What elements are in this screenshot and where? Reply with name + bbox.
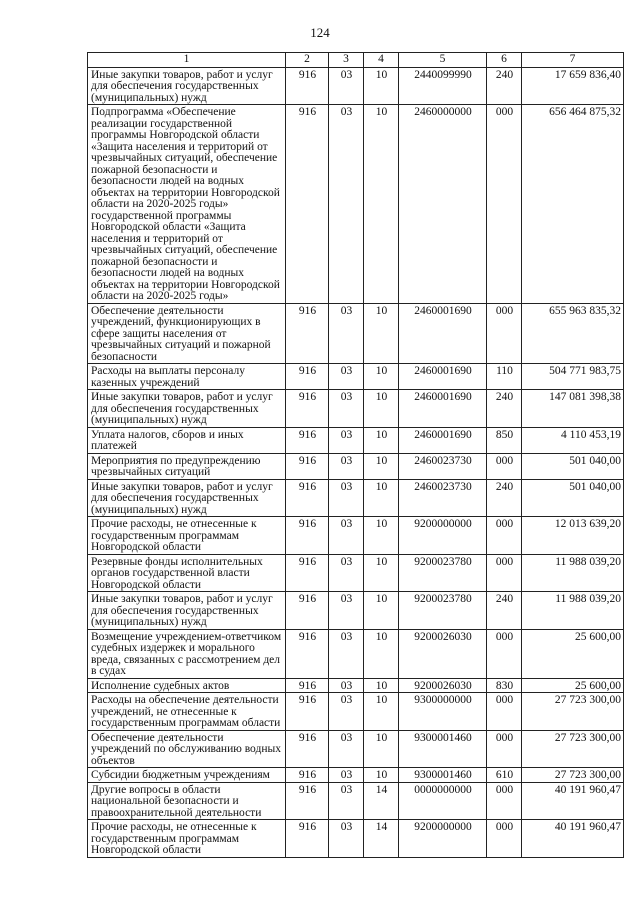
column-header-6: 6 <box>487 53 522 68</box>
section-code-cell: 03 <box>329 517 364 555</box>
expense-type-cell: 000 <box>487 730 522 768</box>
target-article-cell: 9200026030 <box>399 629 487 678</box>
target-article-cell: 2440099990 <box>399 67 487 105</box>
row-name-cell: Уплата налогов, сборов и иных платежей <box>88 427 286 453</box>
column-header-1: 1 <box>88 53 286 68</box>
amount-cell: 655 963 835,32 <box>522 303 624 364</box>
subsection-code-cell: 10 <box>364 678 399 693</box>
expense-type-cell: 240 <box>487 479 522 517</box>
target-article-cell: 2460001690 <box>399 364 487 390</box>
expense-type-cell: 240 <box>487 592 522 630</box>
table-row <box>88 453 624 479</box>
target-article-cell: 2460001690 <box>399 390 487 428</box>
subsection-code-cell: 10 <box>364 479 399 517</box>
row-name-cell: Иные закупки товаров, работ и услуг для обеспечения государственных (муниципальных) нужд <box>88 67 286 105</box>
section-code-cell: 03 <box>329 730 364 768</box>
section-code-cell: 03 <box>329 479 364 517</box>
target-article-cell: 2460023730 <box>399 453 487 479</box>
section-code-cell: 03 <box>329 629 364 678</box>
expense-type-cell: 000 <box>487 693 522 731</box>
column-header-7: 7 <box>522 53 624 68</box>
row-name-cell: Резервные фонды исполнительных органов государственной власти Новгородской области <box>88 554 286 592</box>
expense-type-cell: 240 <box>487 390 522 428</box>
expense-type-cell: 000 <box>487 554 522 592</box>
ministry-code-cell: 916 <box>286 678 329 693</box>
section-code-cell: 03 <box>329 427 364 453</box>
row-name-cell: Другие вопросы в области национальной безопасности и правоохранительной деятельности <box>88 782 286 820</box>
amount-cell: 504 771 983,75 <box>522 364 624 390</box>
ministry-code-cell: 916 <box>286 768 329 783</box>
amount-cell: 11 988 039,20 <box>522 592 624 630</box>
subsection-code-cell: 10 <box>364 427 399 453</box>
subsection-code-cell: 10 <box>364 554 399 592</box>
ministry-code-cell: 916 <box>286 427 329 453</box>
target-article-cell: 9300001460 <box>399 730 487 768</box>
ministry-code-cell: 916 <box>286 453 329 479</box>
subsection-code-cell: 10 <box>364 364 399 390</box>
subsection-code-cell: 10 <box>364 105 399 304</box>
expense-type-cell: 000 <box>487 820 522 858</box>
subsection-code-cell: 10 <box>364 768 399 783</box>
section-code-cell: 03 <box>329 303 364 364</box>
target-article-cell: 9300000000 <box>399 693 487 731</box>
budget-table <box>87 52 624 858</box>
section-code-cell: 03 <box>329 768 364 783</box>
column-header-2: 2 <box>286 53 329 68</box>
ministry-code-cell: 916 <box>286 303 329 364</box>
subsection-code-cell: 10 <box>364 453 399 479</box>
row-name-cell: Обеспечение деятельности учреждений, функционирующих в сфере защиты населения от чрезвычайных ситуаций и пожарной безопасности <box>88 303 286 364</box>
table-row <box>88 479 624 517</box>
expense-type-cell: 000 <box>487 105 522 304</box>
section-code-cell: 03 <box>329 105 364 304</box>
table-header-row <box>88 53 624 68</box>
subsection-code-cell: 10 <box>364 693 399 731</box>
amount-cell: 11 988 039,20 <box>522 554 624 592</box>
row-name-cell: Иные закупки товаров, работ и услуг для обеспечения государственных (муниципальных) нужд <box>88 390 286 428</box>
amount-cell: 27 723 300,00 <box>522 693 624 731</box>
section-code-cell: 03 <box>329 554 364 592</box>
ministry-code-cell: 916 <box>286 629 329 678</box>
target-article-cell: 9200026030 <box>399 678 487 693</box>
ministry-code-cell: 916 <box>286 592 329 630</box>
table-row <box>88 768 624 783</box>
expense-type-cell: 000 <box>487 303 522 364</box>
section-code-cell: 03 <box>329 364 364 390</box>
table-row <box>88 390 624 428</box>
ministry-code-cell: 916 <box>286 730 329 768</box>
subsection-code-cell: 10 <box>364 390 399 428</box>
subsection-code-cell: 10 <box>364 67 399 105</box>
amount-cell: 12 013 639,20 <box>522 517 624 555</box>
amount-cell: 40 191 960,47 <box>522 820 624 858</box>
row-name-cell: Расходы на обеспечение деятельности учреждений, не отнесенные к государственным программам области <box>88 693 286 731</box>
row-name-cell: Мероприятия по предупреждению чрезвычайных ситуаций <box>88 453 286 479</box>
table-row <box>88 554 624 592</box>
subsection-code-cell: 10 <box>364 592 399 630</box>
ministry-code-cell: 916 <box>286 67 329 105</box>
ministry-code-cell: 916 <box>286 782 329 820</box>
amount-cell: 40 191 960,47 <box>522 782 624 820</box>
row-name-cell: Прочие расходы, не отнесенные к государственным программам Новгородской области <box>88 820 286 858</box>
ministry-code-cell: 916 <box>286 693 329 731</box>
page-number: 124 <box>310 25 330 40</box>
subsection-code-cell: 14 <box>364 820 399 858</box>
target-article-cell: 2460000000 <box>399 105 487 304</box>
amount-cell: 656 464 875,32 <box>522 105 624 304</box>
row-name-cell: Прочие расходы, не отнесенные к государственным программам Новгородской области <box>88 517 286 555</box>
subsection-code-cell: 10 <box>364 517 399 555</box>
target-article-cell: 9200000000 <box>399 517 487 555</box>
subsection-code-cell: 10 <box>364 730 399 768</box>
subsection-code-cell: 10 <box>364 303 399 364</box>
column-header-5: 5 <box>399 53 487 68</box>
expense-type-cell: 000 <box>487 517 522 555</box>
expense-type-cell: 000 <box>487 629 522 678</box>
target-article-cell: 2460023730 <box>399 479 487 517</box>
section-code-cell: 03 <box>329 592 364 630</box>
amount-cell: 4 110 453,19 <box>522 427 624 453</box>
table-row <box>88 364 624 390</box>
ministry-code-cell: 916 <box>286 820 329 858</box>
ministry-code-cell: 916 <box>286 364 329 390</box>
table-row <box>88 730 624 768</box>
section-code-cell: 03 <box>329 820 364 858</box>
table-row <box>88 105 624 304</box>
amount-cell: 25 600,00 <box>522 678 624 693</box>
column-header-4: 4 <box>364 53 399 68</box>
table-row <box>88 678 624 693</box>
subsection-code-cell: 10 <box>364 629 399 678</box>
ministry-code-cell: 916 <box>286 479 329 517</box>
table-row <box>88 782 624 820</box>
target-article-cell: 2460001690 <box>399 427 487 453</box>
table-row <box>88 303 624 364</box>
expense-type-cell: 000 <box>487 782 522 820</box>
expense-type-cell: 850 <box>487 427 522 453</box>
expense-type-cell: 610 <box>487 768 522 783</box>
amount-cell: 501 040,00 <box>522 453 624 479</box>
expense-type-cell: 110 <box>487 364 522 390</box>
amount-cell: 27 723 300,00 <box>522 768 624 783</box>
section-code-cell: 03 <box>329 453 364 479</box>
expense-type-cell: 830 <box>487 678 522 693</box>
subsection-code-cell: 14 <box>364 782 399 820</box>
section-code-cell: 03 <box>329 67 364 105</box>
table-row <box>88 820 624 858</box>
table-row <box>88 427 624 453</box>
expense-type-cell: 240 <box>487 67 522 105</box>
expense-type-cell: 000 <box>487 453 522 479</box>
row-name-cell: Подпрограмма «Обеспечение реализации государственной программы Новгородской области «Защита населения и территорий от чрезвычайных ситуаций, обеспечение пожарной безопасности и безопасности людей на водных объектах на территории Новгородской области на 2020-2025 годы» государственной программы Новгородской области «Защита населения и территорий от чрезвычайных ситуаций, обеспечение пожарной безопасности и безопасности людей на водных объектах на территории Новгородской области на 2020-2025 годы» <box>88 105 286 304</box>
ministry-code-cell: 916 <box>286 517 329 555</box>
section-code-cell: 03 <box>329 693 364 731</box>
row-name-cell: Расходы на выплаты персоналу казенных учреждений <box>88 364 286 390</box>
section-code-cell: 03 <box>329 390 364 428</box>
target-article-cell: 9200023780 <box>399 592 487 630</box>
row-name-cell: Субсидии бюджетным учреждениям <box>88 768 286 783</box>
ministry-code-cell: 916 <box>286 554 329 592</box>
amount-cell: 27 723 300,00 <box>522 730 624 768</box>
amount-cell: 17 659 836,40 <box>522 67 624 105</box>
amount-cell: 25 600,00 <box>522 629 624 678</box>
table-body <box>88 67 624 857</box>
row-name-cell: Иные закупки товаров, работ и услуг для обеспечения государственных (муниципальных) нужд <box>88 479 286 517</box>
table-row <box>88 693 624 731</box>
table-row <box>88 629 624 678</box>
row-name-cell: Возмещение учреждением-ответчиком судебных издержек и морального вреда, связанных с рассмотрением дел в судах <box>88 629 286 678</box>
target-article-cell: 9300001460 <box>399 768 487 783</box>
section-code-cell: 03 <box>329 782 364 820</box>
ministry-code-cell: 916 <box>286 390 329 428</box>
row-name-cell: Обеспечение деятельности учреждений по обслуживанию водных объектов <box>88 730 286 768</box>
ministry-code-cell: 916 <box>286 105 329 304</box>
target-article-cell: 2460001690 <box>399 303 487 364</box>
table-row <box>88 592 624 630</box>
row-name-cell: Иные закупки товаров, работ и услуг для обеспечения государственных (муниципальных) нужд <box>88 592 286 630</box>
amount-cell: 147 081 398,38 <box>522 390 624 428</box>
table-row <box>88 517 624 555</box>
target-article-cell: 9200023780 <box>399 554 487 592</box>
row-name-cell: Исполнение судебных актов <box>88 678 286 693</box>
target-article-cell: 9200000000 <box>399 820 487 858</box>
amount-cell: 501 040,00 <box>522 479 624 517</box>
section-code-cell: 03 <box>329 678 364 693</box>
column-header-3: 3 <box>329 53 364 68</box>
table-row <box>88 67 624 105</box>
target-article-cell: 0000000000 <box>399 782 487 820</box>
